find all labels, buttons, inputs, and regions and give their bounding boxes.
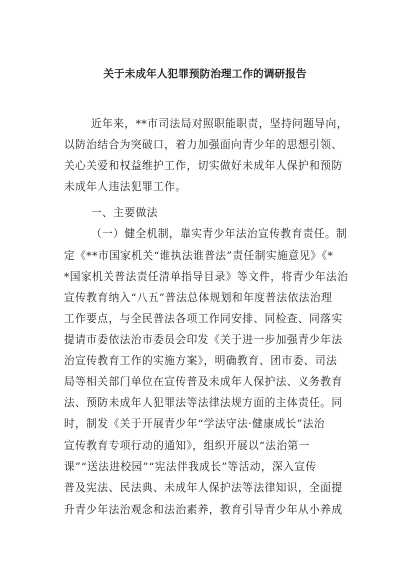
paragraph-line: 局等相关部门单位在宣传普及未成年人保护法、义务教育 xyxy=(64,376,343,388)
paragraph-line: 关心关爱和权益维护工作，切实做好未成年人保护和预防 xyxy=(64,160,343,172)
paragraph-line: 工作要点，与全民普法各项工作同安排、同检查、同落实 xyxy=(64,313,343,325)
paragraph-line: 未成年人违法犯罪工作。 xyxy=(64,181,187,193)
paragraph-line: 课”“送法进校园”“宪法伴我成长”等活动，深入宣传 xyxy=(64,461,317,473)
paragraph-line: 治宣传教育工作的实施方案》，明确教育、团市委、司法 xyxy=(64,355,338,367)
paragraph-line: 定《**市国家机关“谁执法谁普法”责任制实施意见》《* xyxy=(64,250,334,262)
paragraph-line: 宣传教育专项行动的通知》，组织开展以“法治第一 xyxy=(64,440,310,452)
section-heading: 一、主要做法 xyxy=(91,207,158,219)
paragraph-line: 近年来，**市司法局对照职能职责，坚持问题导向， xyxy=(91,118,348,130)
paragraph-line: （一）健全机制，靠实青少年法治宣传教育责任。制 xyxy=(91,228,348,240)
paragraph-line: 升青少年法治观念和法治素养，教育引导青少年从小养成 xyxy=(64,504,343,516)
paragraph-line: 以防治结合为突破口，着力加强面向青少年的思想引领、 xyxy=(64,139,343,151)
document-title: 关于未成年人犯罪预防治理工作的调研报告 xyxy=(103,68,307,80)
paragraph-line: *国家机关普法责任清单指导目录》等文件，将青少年法治 xyxy=(64,271,349,283)
paragraph-line: 普及宪法、民法典、未成年人保护法等法律知识，全面提 xyxy=(64,482,343,494)
paragraph-line: 法、预防未成年人犯罪法等法律法规方面的主体责任。同 xyxy=(64,397,343,409)
paragraph-line: 宣传教育纳入“八五”普法总体规划和年度普法依法治理 xyxy=(64,292,333,304)
paragraph-line: 时，制发《关于开展青少年“学法守法·健康成长”法治 xyxy=(64,418,326,430)
paragraph-line: 提请市委依法治市委员会印发《关于进一步加强青少年法 xyxy=(64,334,343,346)
